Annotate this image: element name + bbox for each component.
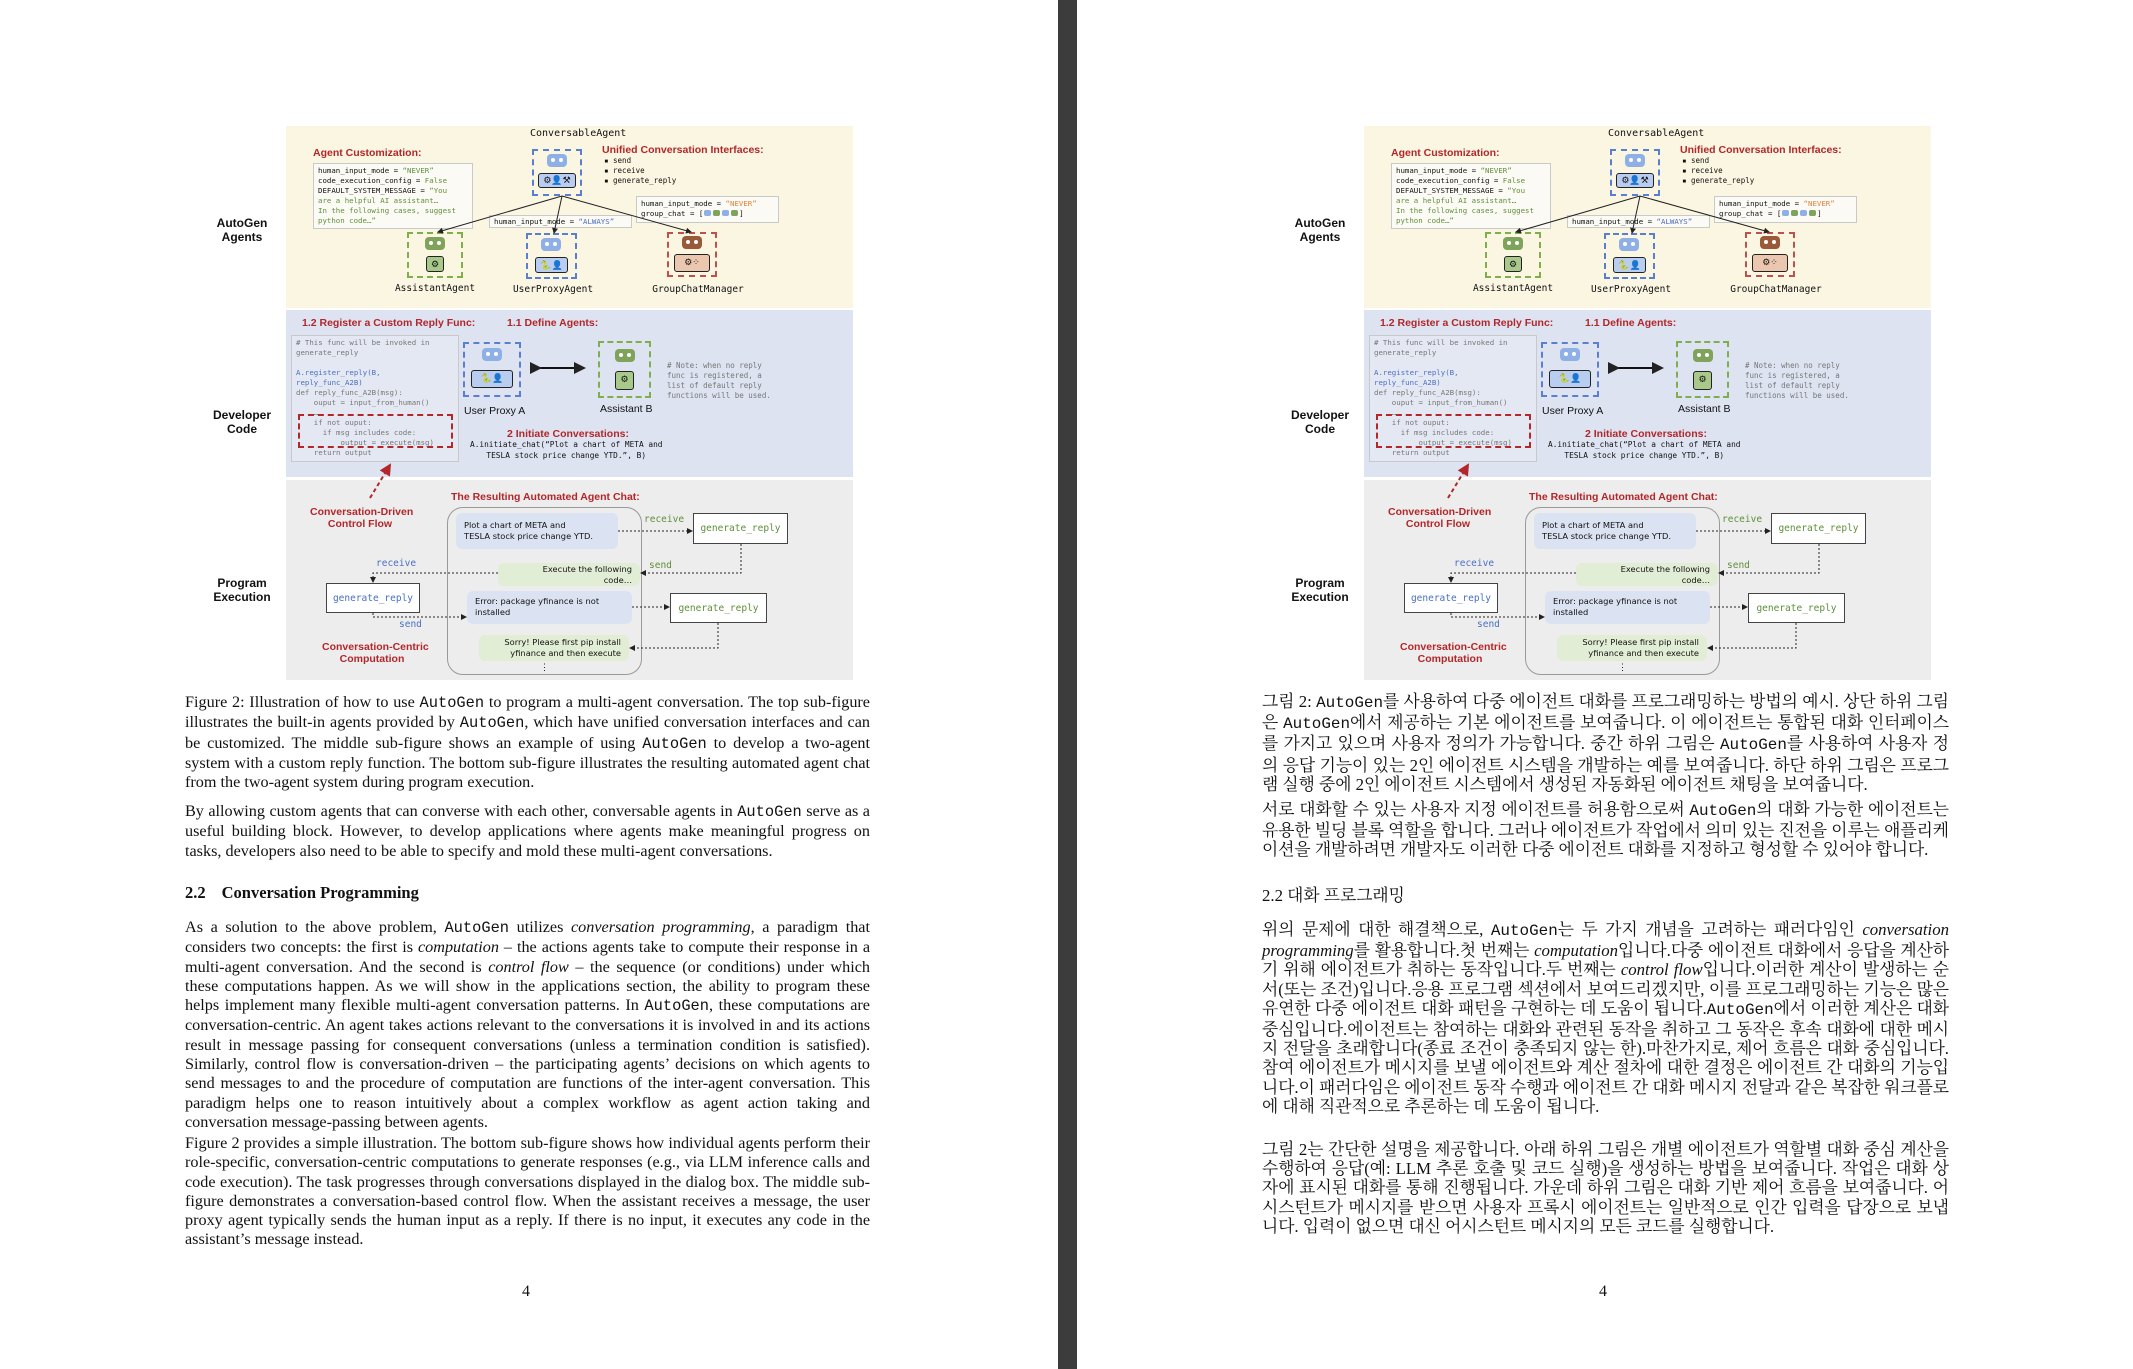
chat-message-fix: Sorry! Please first pip install yfinance and then execute: [1557, 635, 1707, 661]
send-label-userproxy: send: [1477, 619, 1500, 630]
chat-message-error: Error: package yfinance is not installed: [1545, 591, 1710, 624]
figure-caption: [185, 693, 870, 792]
define-agents-title: 1.1 Define Agents:: [507, 317, 599, 329]
side-label-developer-code: Developer Code: [212, 408, 272, 436]
assistant-generate-reply-1: generate_reply: [693, 513, 788, 544]
robot-icon: [1693, 349, 1713, 362]
code-value: “ALWAYS”: [1656, 217, 1693, 226]
send-label-userproxy: send: [399, 619, 422, 630]
interfaces-list: ▪ send ▪ receive ▪ generate_reply: [1682, 156, 1755, 185]
robot-icon: [615, 349, 635, 362]
code-line: reply_func_A2B): [296, 378, 363, 387]
group-icon: ⚙⁘: [1752, 254, 1788, 272]
groupchat-config: [1714, 196, 1857, 223]
robot-icon: [1800, 210, 1807, 216]
code-line: return output: [296, 448, 372, 457]
robot-icon: [1619, 238, 1639, 251]
section-heading: [185, 883, 419, 903]
agent-customization-title: Agent Customization:: [1391, 147, 1500, 159]
robot-icon: [1503, 237, 1523, 250]
conversable-agent-title: ConversableAgent: [1608, 128, 1705, 139]
text-run: , a paradigm that considers two concepts: the first is: [185, 918, 870, 957]
text-run: 에서 제공하는 기본 에이전트를 보여줍니다. 이 에이전트는 통합된 대화 인터페이스를 가지고 있으며 사용자 정의가 가능합니다. 중간 하위 그림은: [1262, 713, 1949, 754]
code-line: def reply_func_A2B(msg):: [296, 388, 403, 397]
chat-message-error: Error: package yfinance is not installed: [467, 591, 632, 624]
text-run: AutoGen: [1719, 736, 1787, 755]
text-run: Figure 2 provides a simple illustration. The bottom sub-figure shows how individual agents perform their role-specific, conversation-centric computations to generate responses (e.g., via LLM inference calls and code execution). The task progresses through conversations displayed in the dialog box. The middle sub-figure demonstrates a conversation-based control flow. When the assistant receives a message, the user proxy agent typically sends the human input as a reply. If there is no input, it executes any code in the assistant’s message instead.: [185, 1134, 870, 1249]
side-label-autogen-agents: AutoGen Agents: [216, 216, 268, 244]
assistant-b-box: [598, 341, 651, 398]
default-reply-note: # Note: when no reply func is registered, a list of default reply functions will be used.: [667, 361, 771, 400]
code-value: “NEVER”: [1803, 199, 1835, 208]
section-number: 2.2: [185, 883, 206, 902]
robot-icon: [547, 154, 567, 167]
code-key: human_input_mode =: [1719, 199, 1804, 208]
assistant-agent-label: AssistantAgent: [1472, 283, 1554, 294]
paragraph-ko: [1262, 1140, 1949, 1236]
chat-continues-ellipsis: ⋮: [540, 662, 549, 672]
interface-receive: receive: [1691, 166, 1723, 175]
text-run: AutoGen: [644, 997, 710, 1016]
robot-icon: [713, 210, 720, 216]
text-run: AutoGen: [444, 919, 510, 937]
text-run: 입니다.이러한 계산이 발생하는 순서(또는 조건)입니다.응용 프로그램 섹션에서 보여드리겠지만, 이를 프로그래밍하는 기능은 많은 유연한 다중 에이전트 대화 패턴을 구현하는 데 도움이 됩니다.: [1262, 960, 1949, 1018]
python-human-icon: 🐍👤: [1549, 370, 1591, 388]
text-run: 서로 대화할 수 있는 사용자 지정 에이전트를 허용함으로써: [1262, 800, 1690, 819]
llm-icon: ⚙: [615, 371, 634, 390]
assistant-generate-reply-2: generate_reply: [1748, 593, 1845, 623]
paragraph: [185, 918, 870, 1132]
section-title: Conversation Programming: [221, 883, 419, 902]
reply-func-code: [291, 335, 459, 462]
code-line: ouput = input_from_human(): [1374, 398, 1508, 407]
groupchat-config: [636, 196, 779, 223]
robot-icon: [1625, 154, 1645, 167]
robot-icon: [541, 238, 561, 251]
userproxy-agent-box: [1604, 233, 1655, 279]
user-proxy-a-box: [1541, 342, 1599, 397]
code-key: DEFAULT_SYSTEM_MESSAGE =: [1396, 186, 1508, 195]
code-value: python code…”: [318, 216, 376, 225]
text-run: 를 활용합니다.첫 번째는: [1353, 941, 1535, 961]
userproxy-agent-label: UserProxyAgent: [1590, 284, 1672, 295]
text-run: to develop a two-agent system with a custom reply function. The bottom sub-figure illustrates the resulting automated agent chat from the two-agent system during program execution.: [185, 733, 870, 792]
text-run: 위의 문제에 대한 해결책으로,: [1262, 920, 1491, 939]
side-label-program-execution: Program Execution: [213, 576, 271, 604]
chat-continues-ellipsis: ⋮: [1618, 662, 1627, 672]
group-icon: ⚙⁘: [674, 254, 710, 272]
assistant-agent-label: AssistantAgent: [394, 283, 476, 294]
python-human-icon: 🐍👤: [535, 257, 568, 273]
code-line: output = execute(msg): [1374, 438, 1512, 447]
page-divider: [1058, 0, 1077, 1369]
assistant-generate-reply-1: generate_reply: [1771, 513, 1866, 544]
code-line: def reply_func_A2B(msg):: [1374, 388, 1481, 397]
text-run: AutoGen: [642, 734, 707, 753]
customization-code: [1391, 163, 1551, 229]
assistant-agent-box: [1485, 232, 1541, 278]
receive-label-userproxy: receive: [376, 558, 417, 569]
llm-icon: ⚙: [426, 256, 444, 272]
text-run: 입니다.다중 에이전트 대화에서 응답을 계산하기 위해 에이전트가 취하는 동작입니다.두 번째는: [1262, 941, 1949, 980]
text-run: serve as a useful building block. However, to develop applications where agents make meaningful progress on tasks, developers also need to be able to specify and mold these multi-agent conversations.: [185, 802, 870, 860]
code-line: if not ouput:: [296, 418, 372, 427]
code-line: reply_func_A2B): [1374, 378, 1441, 387]
text-run: control flow: [488, 957, 569, 976]
page-number: 4: [522, 1283, 530, 1300]
code-value: “NEVER”: [725, 199, 757, 208]
receive-label-userproxy: receive: [1454, 558, 1495, 569]
code-line: A.register_reply(B,: [1374, 368, 1459, 377]
code-line: # This func will be invoked in: [1374, 338, 1508, 347]
text-run: AutoGen: [1490, 922, 1558, 940]
robot-icon: [722, 210, 729, 216]
chat-message-user: Plot a chart of META and TESLA stock price change YTD.: [1534, 513, 1696, 549]
groupchat-manager-label: GroupChatManager: [652, 284, 744, 295]
code-value: “NEVER”: [1480, 166, 1512, 175]
text-run: 를 사용하여 사용자 정의 응답 기능이 있는 2인 에이전트 시스템을 개발하는 예를 보여줍니다. 하단 하위 그림은 프로그램 실행 중에 2인 에이전트 시스템에서 생성된 자동화된 에이전트 채팅을 보여줍니다.: [1262, 734, 1949, 794]
code-line: output = execute(msg): [296, 438, 434, 447]
code-line: …: [296, 408, 319, 417]
text-run: – the sequence (or conditions) under which these computations happen. As we will show in the applications section, the ability to program these helps implement many flexible multi-agent conversation patterns. In: [185, 957, 870, 1015]
groupchat-manager-box: [667, 232, 717, 277]
interface-receive: receive: [613, 166, 645, 175]
register-reply-title: 1.2 Register a Custom Reply Func:: [1380, 317, 1554, 329]
code-key: code_execution_config =: [1396, 176, 1503, 185]
robot-icon: [425, 237, 445, 250]
code-value: “ALWAYS”: [578, 217, 615, 226]
text-run: control flow: [1620, 960, 1703, 980]
customization-code: [313, 163, 473, 229]
computation-label: Conversation-Centric Computation: [322, 641, 429, 665]
assistant-b-label: Assistant B: [1678, 403, 1731, 415]
user-proxy-a-box: [463, 342, 521, 397]
text-run: AutoGen: [1689, 802, 1757, 820]
text-run: utilizes: [509, 918, 571, 936]
code-line: # This func will be invoked in: [296, 338, 430, 347]
user-proxy-a-label: User Proxy A: [464, 405, 526, 417]
control-flow-label: Conversation-Driven Control Flow: [310, 506, 414, 530]
code-value: are a helpful AI assistant…: [318, 196, 439, 205]
interfaces-title: Unified Conversation Interfaces:: [602, 144, 764, 156]
robot-icon: [682, 236, 702, 249]
text-run: – the actions agents take to compute their response in a multi-agent conversation. And the second is: [185, 938, 870, 976]
code-key: DEFAULT_SYSTEM_MESSAGE =: [318, 186, 430, 195]
reply-func-code: [1369, 335, 1537, 462]
robot-icon: [1760, 236, 1780, 249]
code-value: python code…”: [1396, 216, 1454, 225]
code-value: False: [424, 176, 448, 185]
text-run: AutoGen: [1316, 694, 1384, 712]
robot-icon: [731, 210, 738, 216]
assistant-b-label: Assistant B: [600, 403, 653, 415]
code-value: False: [1502, 176, 1526, 185]
initiate-chat-code: A.initiate_chat(“Plot a chart of META and TESLA stock price change YTD.”, B): [470, 440, 663, 460]
text-run: AutoGen: [419, 694, 485, 712]
receive-label-assistant: receive: [1722, 514, 1763, 525]
code-value: are a helpful AI assistant…: [1396, 196, 1517, 205]
robot-icon: [1791, 210, 1798, 216]
assistant-generate-reply-2: generate_reply: [670, 593, 767, 623]
llm-human-tool-icon: ⚙👤⚒: [1616, 173, 1654, 188]
code-value: In the following cases, suggest: [1396, 206, 1534, 215]
text-run: , these computations are conversation-centric. An agent takes actions relevant to the conversations it is involved in and its actions result in message passing for consequent conversations (unless a termination condition is satisfied). Similarly, control flow is conversation-driven – the participating agents’ decisions on which agents to send messages to and the procedure of computation are functions of the inter-agent conversation. This paradigm helps one to reason intuitively about a complex workflow as agent action taking and conversation message-passing between agents.: [185, 996, 870, 1131]
robot-icon: [1560, 348, 1580, 361]
code-line: ouput = input_from_human(): [296, 398, 430, 407]
text-run: , which have unified conversation interfaces and can be customized. The middle sub-figure shows an example of using: [185, 713, 871, 752]
text-run: AutoGen: [1706, 1000, 1774, 1019]
interfaces-list: ▪ send ▪ receive ▪ generate_reply: [604, 156, 677, 185]
code-line: A.register_reply(B,: [296, 368, 381, 377]
code-line: if not ouput:: [1374, 418, 1450, 427]
code-key: group_chat = [: [1719, 209, 1782, 218]
section-heading-ko: 2.2 대화 프로그래밍: [1262, 886, 1405, 905]
robot-icon: [1809, 210, 1816, 216]
text-run: 는 두 가지 개념을 고려하는 패러다임인: [1557, 920, 1863, 939]
python-human-icon: 🐍👤: [471, 370, 513, 388]
side-label-program-execution: Program Execution: [1291, 576, 1349, 604]
python-human-icon: 🐍👤: [1613, 257, 1646, 273]
side-label-developer-code: Developer Code: [1290, 408, 1350, 436]
code-key: human_input_mode =: [641, 199, 726, 208]
text-run: computation: [1534, 941, 1618, 961]
text-run: AutoGen: [1283, 715, 1351, 734]
code-line: generate_reply: [296, 348, 359, 357]
text-run: 의 대화 가능한 에이전트는 유용한 빌딩 블록 역할을 합니다. 그러나 에이전트가 작업에서 의미 있는 진전을 이루는 애플리케이션을 개발하려면 개발자도 이러한 다중 에이전트 대화를 지정하고 형성할 수 있어야 합니다.: [1262, 800, 1950, 860]
agent-customization-title: Agent Customization:: [313, 147, 422, 159]
text-run: 그림 2:: [1262, 692, 1317, 711]
paragraph-ko: [1262, 800, 1949, 860]
userproxy-agent-label: UserProxyAgent: [512, 284, 594, 295]
text-run: 그림 2는 간단한 설명을 제공합니다. 아래 하위 그림은 개별 에이전트가 역할별 대화 중심 계산을 수행하여 응답(예: LLM 추론 호출 및 코드 실행)을 생성하는 방법을 보여줍니다. 작업은 대화 상자에 표시된 대화를 통해 진행됩니다. 가운데 하위 그림은 대화 기반 제어 흐름을 보여줍니다. 어시스턴트가 메시지를 받으면 사용자 프록시 에이전트는 일반적으로 인간 입력을 답장으로 보냅니다. 입력이 없으면 대신 어시스턴트 메시지의 모든 코드를 실행합니다.: [1262, 1140, 1949, 1236]
userproxy-config: [1567, 215, 1710, 228]
code-line: if msg includes code:: [1374, 428, 1495, 437]
send-label-assistant: send: [649, 560, 672, 571]
chat-title: The Resulting Automated Agent Chat:: [1529, 491, 1718, 503]
computation-label: Conversation-Centric Computation: [1400, 641, 1507, 665]
code-line: [1374, 358, 1532, 368]
llm-icon: ⚙: [1504, 256, 1522, 272]
paragraph: [185, 802, 870, 861]
chat-message-fix: Sorry! Please first pip install yfinance and then execute: [479, 635, 629, 661]
interface-generate-reply: generate_reply: [1691, 176, 1755, 185]
llm-icon: ⚙: [1693, 371, 1712, 390]
chat-message-assistant: Execute the following code…: [1576, 563, 1718, 586]
text-run: 를 사용하여 다중 에이전트 대화를 프로그래밍하는 방법의 예시. 상단 하위 그림은: [1262, 692, 1949, 733]
receive-label-assistant: receive: [644, 514, 685, 525]
chat-message-assistant: Execute the following code…: [498, 563, 640, 586]
conversable-agent-box: [532, 149, 582, 196]
userproxy-generate-reply: generate_reply: [1404, 583, 1498, 613]
code-key: ]: [1817, 209, 1822, 218]
code-value: “You: [429, 186, 448, 195]
page-number: 4: [1599, 1283, 1607, 1300]
text-run: By allowing custom agents that can converse with each other, conversable agents in: [185, 802, 738, 820]
text-run: AutoGen: [737, 803, 802, 821]
text-run: 에서 이러한 계산은 대화 중심입니다.에이전트는 참여하는 대화와 관련된 동작을 취하고 그 동작은 후속 대화에 대한 메시지 전달을 초래합니다(종료 조건이 충족되지 않는 한).마찬가지로, 제어 흐름은 대화 중심입니다.참여 에이전트가 메시지를 보낼 에이전트와 계산 절차에 대한 결정은 에이전트 간 대화의 기능입니다.이 패러다임은 에이전트 동작 수행과 에이전트 간 대화 메시지 전달과 같은 복잡한 워크플로에 대해 직관적으로 추론하는 데 도움이 됩니다.: [1262, 998, 1949, 1116]
code-key: code_execution_config =: [318, 176, 425, 185]
interface-send: send: [1691, 156, 1710, 165]
paragraph: [185, 1134, 870, 1250]
robot-icon: [704, 210, 711, 216]
figure-2: [212, 126, 853, 680]
right-page: [1077, 0, 2133, 1369]
text-run: Figure 2: Illustration of how to use: [185, 693, 420, 711]
code-line: return output: [1374, 448, 1450, 457]
userproxy-config: [489, 215, 632, 228]
send-label-assistant: send: [1727, 560, 1750, 571]
llm-human-tool-icon: ⚙👤⚒: [538, 173, 576, 188]
code-key: human_input_mode =: [494, 217, 579, 226]
text-run: computation: [418, 938, 499, 957]
code-line: generate_reply: [1374, 348, 1437, 357]
figure-caption-ko: [1262, 692, 1949, 794]
code-key: ]: [739, 209, 744, 218]
code-key: human_input_mode =: [1396, 166, 1481, 175]
robot-icon: [482, 348, 502, 361]
conversable-agent-title: ConversableAgent: [530, 128, 627, 139]
chat-message-user: Plot a chart of META and TESLA stock price change YTD.: [456, 513, 618, 549]
figure-2: [1290, 126, 1931, 680]
robot-icon: [1782, 210, 1789, 216]
code-key: human_input_mode =: [318, 166, 403, 175]
code-line: [296, 358, 454, 368]
code-line: …: [1374, 408, 1397, 417]
left-page: [0, 0, 1058, 1369]
define-agents-title: 1.1 Define Agents:: [1585, 317, 1677, 329]
code-value: “You: [1507, 186, 1526, 195]
assistant-agent-box: [407, 232, 463, 278]
assistant-b-box: [1676, 341, 1729, 398]
code-key: human_input_mode =: [1572, 217, 1657, 226]
userproxy-agent-box: [526, 233, 577, 279]
code-line: if msg includes code:: [296, 428, 417, 437]
groupchat-manager-label: GroupChatManager: [1730, 284, 1822, 295]
paragraph-ko: [1262, 920, 1949, 1116]
side-label-autogen-agents: AutoGen Agents: [1294, 216, 1346, 244]
initiate-conversations-title: 2 Initiate Conversations:: [507, 428, 629, 440]
interfaces-title: Unified Conversation Interfaces:: [1680, 144, 1842, 156]
initiate-chat-code: A.initiate_chat(“Plot a chart of META and TESLA stock price change YTD.”, B): [1548, 440, 1741, 460]
control-flow-label: Conversation-Driven Control Flow: [1388, 506, 1492, 530]
userproxy-generate-reply: generate_reply: [326, 583, 420, 613]
text-run: conversation programming: [1262, 920, 1949, 961]
code-value: “NEVER”: [402, 166, 434, 175]
text-run: to program a multi-agent conversation. The top sub-figure illustrates the built-in agents provided by: [185, 693, 870, 732]
chat-title: The Resulting Automated Agent Chat:: [451, 491, 640, 503]
interface-generate-reply: generate_reply: [613, 176, 677, 185]
register-reply-title: 1.2 Register a Custom Reply Func:: [302, 317, 476, 329]
text-run: AutoGen: [459, 714, 525, 733]
text-run: conversation programming: [570, 918, 751, 936]
groupchat-manager-box: [1745, 232, 1795, 277]
conversable-agent-box: [1610, 149, 1660, 196]
initiate-conversations-title: 2 Initiate Conversations:: [1585, 428, 1707, 440]
default-reply-note: # Note: when no reply func is registered, a list of default reply functions will be used.: [1745, 361, 1849, 400]
code-key: group_chat = [: [641, 209, 704, 218]
text-run: As a solution to the above problem,: [185, 918, 445, 936]
code-value: In the following cases, suggest: [318, 206, 456, 215]
user-proxy-a-label: User Proxy A: [1542, 405, 1604, 417]
interface-send: send: [613, 156, 632, 165]
